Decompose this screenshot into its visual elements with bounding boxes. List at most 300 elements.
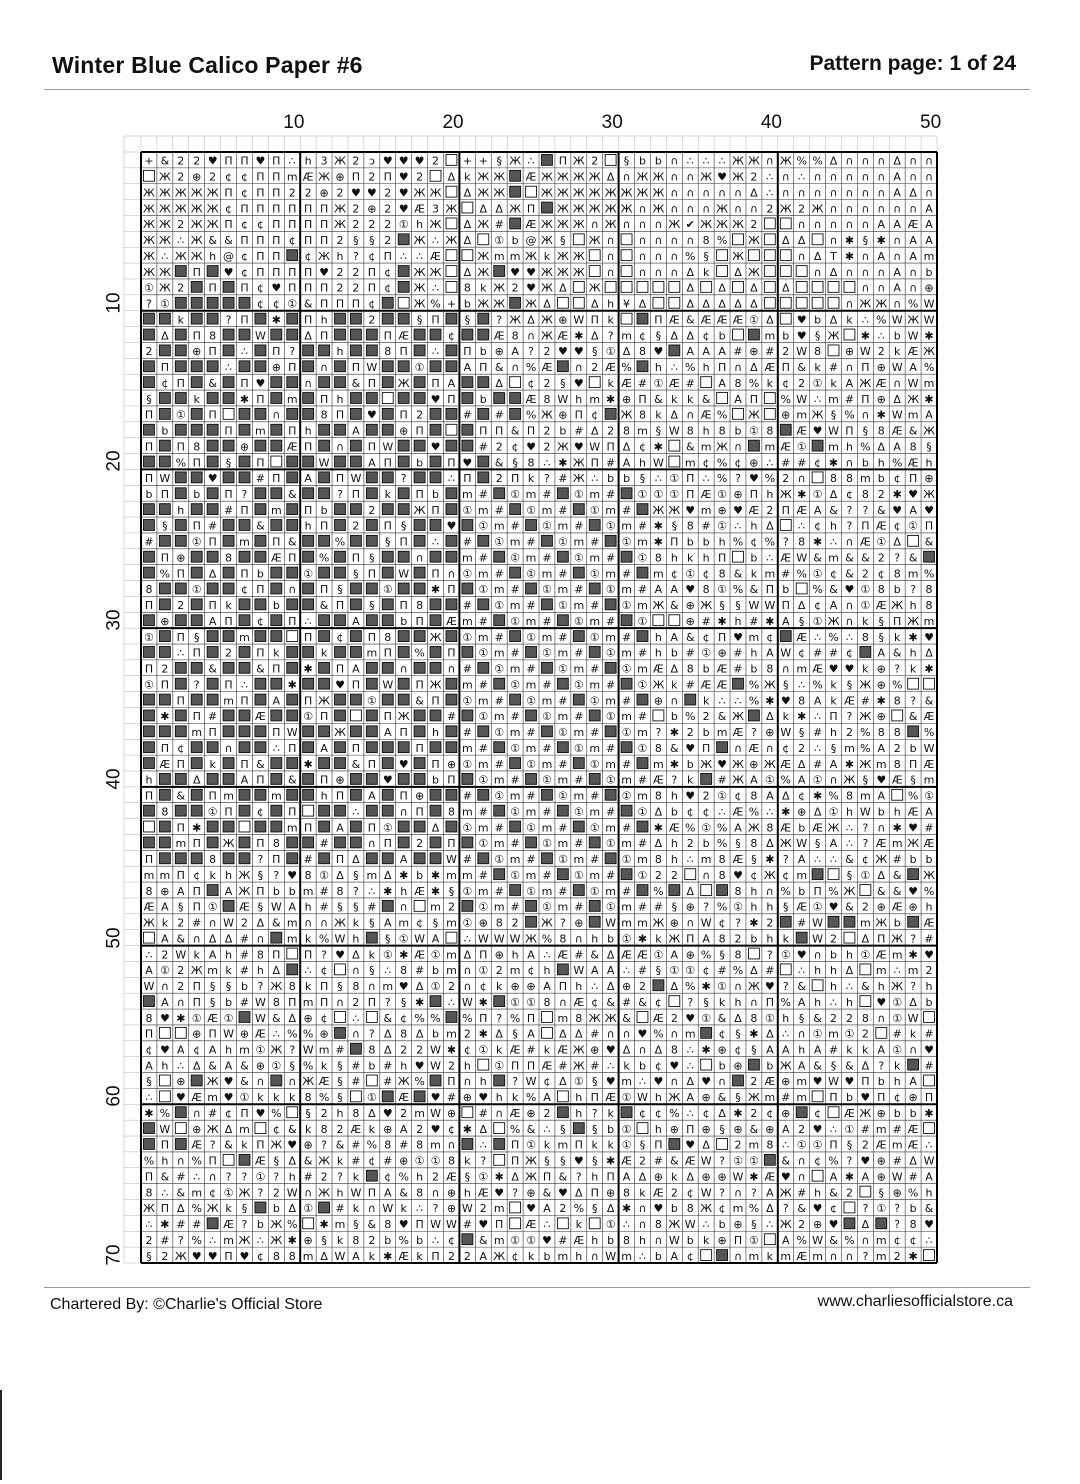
stitch-symbol: 2 [177, 170, 185, 184]
stitch-symbol: Æ [143, 900, 155, 914]
stitch-symbol: m [732, 1202, 744, 1216]
stitch-symbol: ♥ [414, 154, 425, 168]
stitch-symbol: Ж [572, 218, 585, 232]
stitch-symbol: ✱ [876, 694, 886, 708]
stitch-symbol [223, 662, 234, 673]
stitch-symbol: Ж [859, 376, 872, 390]
stitch-symbol: W [859, 805, 871, 819]
stitch-symbol: Δ [622, 1043, 631, 1057]
stitch-symbol: ⊕ [781, 1106, 791, 1120]
stitch-symbol [175, 773, 186, 784]
stitch-symbol: ① [812, 376, 823, 390]
stitch-symbol: ∩ [909, 170, 918, 184]
stitch-symbol: b [734, 424, 742, 438]
stitch-symbol: § [878, 1186, 885, 1200]
stitch-symbol: ① [462, 757, 473, 771]
stitch-symbol [494, 488, 505, 499]
stitch-symbol: Π [208, 1027, 217, 1041]
stitch-symbol: b [861, 456, 869, 470]
stitch-symbol: & [670, 1154, 679, 1168]
stitch-symbol: Π [319, 202, 329, 216]
stitch-symbol: Æ [875, 376, 887, 390]
stitch-symbol: Ж [652, 916, 665, 930]
stitch-symbol: Π [272, 265, 281, 279]
stitch-symbol: Δ [877, 440, 886, 454]
stitch-symbol [207, 456, 218, 467]
stitch-symbol [478, 599, 489, 610]
stitch-symbol: ? [607, 329, 614, 343]
stitch-symbol [430, 361, 441, 372]
stitch-symbol: % [907, 789, 919, 803]
stitch-symbol: & [861, 551, 870, 565]
stitch-symbol: m [653, 567, 664, 581]
stitch-symbol: ✱ [383, 884, 393, 898]
stitch-symbol: 2 [543, 345, 551, 359]
stitch-symbol: Α [829, 1170, 838, 1184]
stitch-symbol [717, 742, 728, 753]
stitch-symbol: Δ [606, 1202, 615, 1216]
stitch-symbol: Δ [750, 186, 758, 200]
stitch-symbol: # [860, 1122, 870, 1136]
stitch-symbol: ⊕ [271, 361, 281, 375]
stitch-symbol: % [191, 1154, 202, 1168]
stitch-symbol: ✱ [924, 392, 934, 406]
stitch-symbol: 2 [750, 170, 758, 184]
stitch-symbol: Α [670, 583, 679, 597]
stitch-symbol: Æ [318, 1075, 330, 1089]
stitch-symbol: ∴ [463, 932, 471, 946]
stitch-symbol: ¢ [686, 805, 694, 819]
stitch-symbol: Α [893, 440, 901, 454]
stitch-symbol [303, 361, 314, 372]
stitch-symbol: § [862, 424, 869, 438]
stitch-symbol: b [368, 1059, 376, 1073]
stitch-symbol: ∩ [909, 281, 918, 295]
stitch-symbol: ∴ [766, 170, 774, 184]
stitch-symbol [573, 567, 584, 578]
stitch-symbol: Π [192, 329, 201, 343]
stitch-symbol: ♥ [430, 1091, 441, 1105]
stitch-symbol: b [766, 1059, 774, 1073]
stitch-symbol: Π [272, 186, 281, 200]
stitch-symbol [271, 821, 282, 832]
stitch-symbol: Δ [670, 329, 679, 343]
stitch-symbol: Α [622, 1170, 631, 1184]
stitch-symbol: # [828, 646, 839, 660]
stitch-symbol: k [289, 1091, 296, 1105]
stitch-symbol: ¢ [893, 472, 901, 486]
stitch-symbol: 8 [814, 345, 822, 359]
stitch-symbol: ⊕ [717, 503, 727, 517]
stitch-symbol: % [748, 376, 760, 390]
stitch-symbol [510, 1202, 521, 1213]
stitch-symbol [573, 281, 584, 292]
stitch-symbol: Π [256, 884, 265, 898]
stitch-symbol: & [319, 599, 329, 613]
stitch-symbol: ① [621, 789, 632, 803]
stitch-symbol: # [574, 424, 584, 438]
stitch-symbol: # [526, 726, 536, 740]
stitch-symbol: # [526, 1043, 536, 1057]
stitch-symbol [605, 281, 616, 292]
stitch-symbol [764, 218, 775, 229]
stitch-symbol [366, 805, 377, 816]
stitch-symbol: Α [893, 218, 901, 232]
stitch-symbol: ¢ [209, 1186, 217, 1200]
stitch-symbol: W [461, 1202, 473, 1216]
stitch-symbol: & [717, 710, 727, 724]
stitch-symbol: # [637, 837, 648, 851]
stitch-symbol [350, 440, 361, 451]
stitch-symbol: Ж [270, 1233, 283, 1247]
stitch-symbol [573, 631, 584, 642]
stitch-symbol: 8 [893, 726, 901, 740]
stitch-symbol: Æ [668, 313, 680, 327]
stitch-symbol: m [477, 884, 489, 898]
stitch-symbol: ¢ [447, 329, 455, 343]
stitch-symbol: ¢ [893, 1091, 901, 1105]
stitch-symbol [239, 710, 250, 721]
stitch-symbol [637, 694, 648, 705]
stitch-symbol [589, 710, 600, 721]
stitch-symbol: m [557, 1249, 569, 1263]
stitch-symbol: ⊕ [781, 408, 791, 422]
stitch-symbol: k [384, 487, 391, 501]
stitch-symbol: ✱ [844, 757, 855, 771]
stitch-symbol: W [891, 361, 903, 375]
stitch-symbol [335, 551, 346, 562]
stitch-symbol: Ж [206, 202, 219, 216]
stitch-symbol: ✱ [892, 487, 902, 501]
stitch-symbol [335, 758, 346, 769]
stitch-symbol: k [416, 1249, 423, 1263]
stitch-symbol: Ж [143, 916, 155, 930]
footer-website[interactable]: www.charliesofficialstore.ca [817, 1293, 1013, 1310]
stitch-symbol: 2 [798, 376, 806, 390]
stitch-symbol: ✱ [637, 932, 648, 946]
stitch-symbol: § [337, 1091, 343, 1105]
stitch-symbol [924, 1250, 935, 1261]
stitch-symbol: b [686, 757, 694, 771]
stitch-symbol: Π [256, 646, 265, 660]
stitch-symbol [812, 297, 823, 308]
stitch-symbol: Æ [907, 345, 919, 359]
stitch-symbol: ∴ [177, 234, 185, 248]
stitch-symbol [287, 567, 298, 578]
stitch-symbol [510, 821, 521, 832]
stitch-symbol: # [510, 710, 520, 724]
stitch-symbol: h [814, 1186, 822, 1200]
stitch-symbol: ¢ [702, 456, 710, 470]
stitch-symbol: Δ [304, 329, 312, 343]
stitch-symbol [637, 821, 648, 832]
stitch-symbol: b [925, 853, 933, 867]
stitch-symbol: k [830, 694, 837, 708]
stitch-symbol: ♥ [828, 900, 839, 914]
stitch-symbol: Α [829, 757, 838, 771]
stitch-symbol [510, 758, 521, 769]
stitch-symbol: Π [272, 472, 281, 486]
stitch-symbol: ? [782, 980, 789, 994]
stitch-symbol [414, 393, 425, 404]
stitch-symbol [796, 1107, 807, 1118]
stitch-symbol [255, 821, 266, 832]
stitch-symbol [621, 678, 632, 689]
stitch-symbol: ① [892, 1011, 903, 1025]
stitch-symbol: Æ [525, 392, 537, 406]
stitch-symbol: m [477, 694, 489, 708]
stitch-symbol: Α [399, 853, 408, 867]
stitch-symbol: Ж [158, 218, 171, 232]
stitch-symbol [366, 329, 377, 340]
stitch-symbol: b [893, 1106, 901, 1120]
stitch-symbol: 8 [750, 1011, 758, 1025]
stitch-symbol: 8 [463, 281, 471, 295]
stitch-symbol: ¢ [511, 1249, 519, 1263]
stitch-symbol: Π [781, 599, 790, 613]
stitch-symbol: k [909, 662, 917, 676]
stitch-symbol: Æ [923, 837, 935, 851]
stitch-symbol: m [509, 535, 521, 549]
stitch-symbol [239, 853, 250, 864]
stitch-symbol: h [336, 392, 344, 406]
stitch-symbol: Π [908, 472, 918, 486]
stitch-symbol: Ж [190, 964, 203, 978]
stitch-symbol [398, 440, 409, 451]
stitch-symbol: Æ [891, 900, 903, 914]
stitch-symbol: Π [256, 202, 265, 216]
stitch-symbol: % [287, 1218, 298, 1232]
stitch-symbol: Δ [654, 837, 663, 851]
stitch-symbol [207, 504, 218, 515]
stitch-symbol [303, 678, 314, 689]
stitch-symbol [159, 1027, 170, 1038]
stitch-symbol: Π [288, 805, 297, 819]
stitch-symbol: ♥ [255, 376, 266, 390]
stitch-symbol: § [719, 599, 725, 613]
stitch-symbol: ¢ [256, 297, 264, 311]
stitch-symbol: 2 [416, 837, 424, 851]
stitch-symbol: § [751, 853, 757, 867]
stitch-symbol: ¢ [256, 614, 264, 628]
stitch-symbol: ¢ [750, 868, 758, 882]
stitch-symbol: Δ [909, 995, 917, 1009]
stitch-symbol: Π [351, 551, 361, 565]
stitch-symbol: § [416, 313, 423, 327]
stitch-symbol: Π [272, 170, 281, 184]
stitch-symbol: h [670, 837, 678, 851]
stitch-symbol: W [334, 1249, 346, 1263]
stitch-symbol: ① [239, 1091, 250, 1105]
stitch-symbol [350, 345, 361, 356]
stitch-symbol [191, 742, 202, 753]
stitch-symbol: m [796, 1075, 808, 1089]
stitch-symbol [542, 202, 553, 213]
stitch-symbol: ✱ [160, 1218, 170, 1232]
stitch-symbol: ♥ [175, 1091, 186, 1105]
stitch-symbol [892, 789, 903, 800]
stitch-symbol [494, 869, 505, 880]
stitch-symbol: ? [766, 948, 773, 962]
stitch-symbol: § [162, 519, 168, 533]
stitch-symbol: ✔ [685, 218, 695, 232]
stitch-symbol [478, 472, 489, 483]
stitch-symbol: ? [862, 503, 869, 517]
stitch-symbol: Π [415, 741, 424, 755]
stitch-symbol [924, 551, 935, 562]
stitch-symbol: Π [256, 170, 265, 184]
stitch-symbol: W [891, 313, 903, 327]
stitch-symbol: m [509, 249, 521, 263]
stitch-symbol: Ж [604, 202, 617, 216]
stitch-symbol: ∩ [558, 995, 567, 1009]
stitch-symbol: ¢ [591, 408, 599, 422]
stitch-symbol: 8 [161, 805, 169, 819]
stitch-symbol: % [716, 456, 728, 470]
stitch-symbol: ⊕ [462, 1091, 472, 1105]
stitch-symbol: Ж [732, 710, 744, 724]
stitch-symbol: ① [812, 1027, 823, 1041]
stitch-symbol: ① [733, 900, 743, 914]
stitch-symbol: ♥ [271, 281, 282, 295]
stitch-symbol: ∩ [686, 170, 695, 184]
stitch-symbol: & [685, 313, 695, 327]
stitch-symbol: ♥ [796, 313, 807, 327]
stitch-symbol: h [654, 630, 662, 644]
stitch-symbol: ∴ [161, 249, 169, 263]
stitch-symbol: # [606, 551, 616, 565]
stitch-symbol: Ж [636, 170, 649, 184]
stitch-symbol: Π [208, 345, 217, 359]
stitch-symbol [350, 647, 361, 658]
stitch-symbol [398, 647, 409, 658]
stitch-symbol: Π [304, 948, 313, 962]
stitch-symbol: k [702, 694, 710, 708]
stitch-symbol: ∩ [574, 361, 583, 375]
stitch-symbol: ∩ [861, 202, 870, 216]
stitch-symbol: Δ [352, 853, 360, 867]
stitch-symbol: Π [542, 1170, 552, 1184]
stitch-symbol: k [766, 1249, 774, 1263]
stitch-symbol: Π [717, 551, 727, 565]
stitch-symbol: Π [415, 424, 424, 438]
stitch-symbol [191, 361, 202, 372]
stitch-symbol: ① [669, 487, 680, 501]
stitch-symbol: ✱ [176, 1011, 186, 1025]
stitch-symbol: ⊕ [733, 1122, 743, 1136]
stitch-symbol: ♥ [191, 1249, 202, 1263]
stitch-symbol: b [702, 662, 710, 676]
stitch-symbol: # [510, 646, 520, 660]
stitch-symbol: b [432, 1027, 440, 1041]
stitch-symbol: ∩ [288, 1075, 297, 1089]
stitch-symbol: # [558, 884, 568, 898]
stitch-symbol: ① [542, 583, 552, 597]
stitch-symbol: W [254, 995, 266, 1009]
stitch-symbol: ∩ [622, 218, 631, 232]
stitch-symbol [366, 615, 377, 626]
stitch-symbol: # [542, 614, 552, 628]
stitch-symbol: W [700, 916, 712, 930]
stitch-symbol: h [495, 1091, 503, 1105]
stitch-symbol: m [462, 487, 473, 501]
stitch-symbol: ∩ [606, 1027, 615, 1041]
stitch-symbol: ∩ [909, 154, 918, 168]
stitch-symbol [876, 1218, 887, 1229]
stitch-symbol: ∩ [606, 249, 615, 263]
stitch-symbol: Ж [604, 218, 617, 232]
stitch-symbol: 8 [861, 487, 869, 501]
stitch-symbol: Æ [653, 773, 664, 787]
stitch-symbol [589, 900, 600, 911]
stitch-symbol: 2 [177, 980, 185, 994]
stitch-symbol: m [446, 948, 457, 962]
stitch-symbol: Ж [541, 170, 553, 184]
stitch-symbol: 8 [225, 551, 233, 565]
stitch-symbol: ∩ [686, 186, 695, 200]
stitch-symbol: ① [717, 519, 728, 533]
stitch-symbol: & [208, 376, 217, 390]
stitch-symbol: ① [685, 567, 696, 581]
stitch-symbol: m [525, 805, 537, 819]
stitch-symbol: ∩ [733, 1249, 743, 1263]
stitch-symbol: h [543, 964, 551, 978]
stitch-symbol: Ж [174, 249, 187, 263]
stitch-symbol: Ж [429, 630, 442, 644]
stitch-symbol [462, 1139, 473, 1150]
stitch-symbol: ∩ [654, 265, 663, 279]
stitch-symbol: & [176, 932, 186, 946]
stitch-symbol: W [700, 1186, 712, 1200]
stitch-symbol: % [398, 1170, 409, 1184]
stitch-symbol: ∩ [733, 186, 743, 200]
stitch-symbol: § [257, 868, 264, 882]
stitch-symbol: ⊕ [765, 1122, 775, 1136]
stitch-symbol: ∴ [798, 519, 806, 533]
stitch-symbol: Δ [590, 297, 599, 311]
stitch-symbol: Δ [638, 297, 647, 311]
stitch-symbol: 8 [352, 1233, 360, 1247]
stitch-symbol: Π [510, 1154, 520, 1168]
stitch-symbol [382, 567, 393, 578]
stitch-symbol: Æ [525, 170, 537, 184]
stitch-symbol [144, 170, 155, 181]
stitch-symbol: ? [719, 1186, 726, 1200]
stitch-symbol [335, 377, 346, 388]
stitch-symbol: Ж [572, 472, 585, 486]
stitch-symbol [303, 583, 314, 594]
scan-edge-mark [0, 1390, 2, 1480]
stitch-symbol: Ж [652, 678, 665, 692]
stitch-symbol: Æ [509, 1106, 521, 1120]
stitch-symbol: W [589, 440, 601, 454]
stitch-symbol: Æ [796, 424, 808, 438]
stitch-symbol [637, 361, 648, 372]
stitch-symbol [144, 805, 155, 816]
stitch-symbol [446, 408, 457, 419]
stitch-symbol: & [845, 551, 854, 565]
stitch-symbol: ⊕ [399, 424, 409, 438]
stitch-symbol: Π [335, 662, 345, 676]
stitch-symbol: Π [256, 456, 265, 470]
stitch-symbol: ? [337, 1170, 343, 1184]
stitch-symbol: # [351, 1059, 361, 1073]
stitch-symbol [191, 567, 202, 578]
stitch-symbol: 2 [384, 218, 392, 232]
stitch-symbol: Ж [875, 297, 888, 311]
stitch-symbol [573, 297, 584, 308]
stitch-symbol: ① [366, 1091, 377, 1105]
